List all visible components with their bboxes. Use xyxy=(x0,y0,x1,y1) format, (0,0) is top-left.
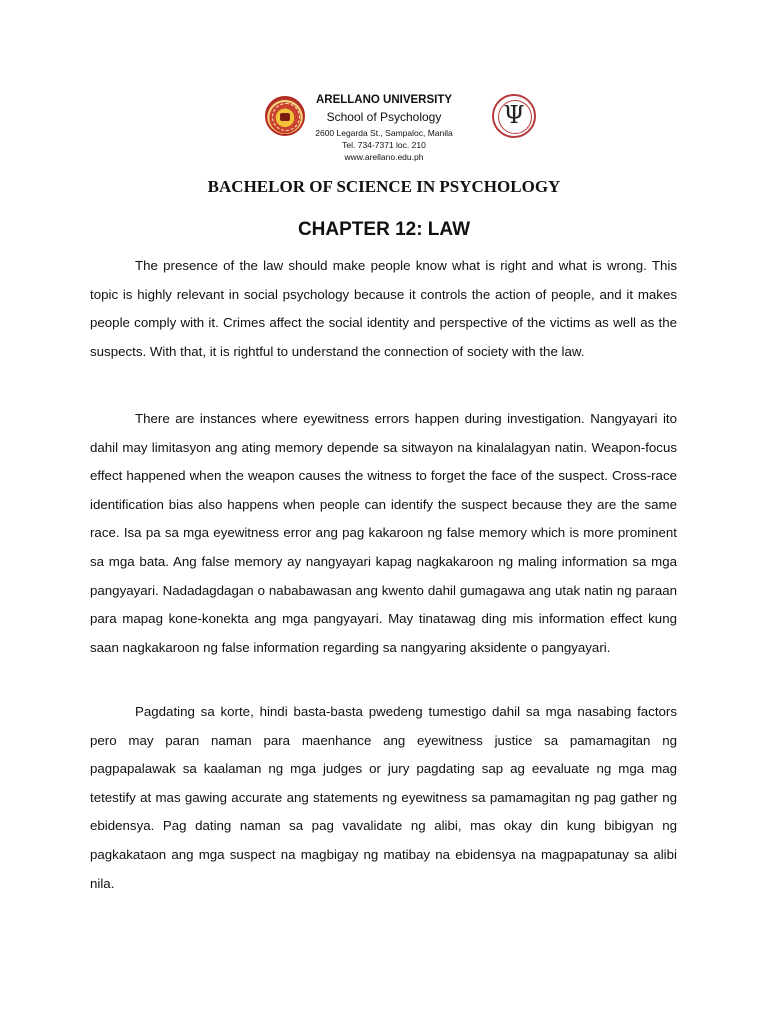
degree-title: BACHELOR OF SCIENCE IN PSYCHOLOGY xyxy=(207,177,561,196)
paragraph-2 xyxy=(90,405,677,662)
school-name: School of Psychology xyxy=(326,110,442,124)
website: www.arellano.edu.ph xyxy=(344,152,424,162)
psychology-psi-seal-icon: Ψ xyxy=(492,94,536,138)
address: 2600 Legarda St., Sampaloc, Manila xyxy=(315,128,453,138)
university-name: ARELLANO UNIVERSITY xyxy=(315,94,453,106)
paragraph-text: The presence of the law should make people know what is right and what is wrong. This topic is highly relevant in social psychology because it controls the action of people, and it makes people comply with it. Crimes affect the social identity and perspective of the victims as well as the suspects. With that, it is rightful to understand the connection of society with the law. xyxy=(90,258,677,359)
letterhead xyxy=(0,94,768,166)
chapter-title: CHAPTER 12: LAW xyxy=(297,219,471,240)
telephone: Tel. 734-7371 loc. 210 xyxy=(342,140,426,150)
paragraph-text: There are instances where eyewitness errors happen during investigation. Nangyayari ito dahil may limitasyon ang ating memory depende sa sitwayon na kinalalagyan natin. Weapon-focus effect happened when the weapon causes the witness to forget the face of the suspect. Cross-race identification bias also happens when people can identify the suspect because they are the same race. Isa pa sa mga eyewitness error ang pag kakaroon ng false memory which is more prominent sa mga bata. Ang false memory ay nangyayari kapag nagkakaroon ng maling information sa mga pangyayari. Nadadagdagan o nababawasan ang kwento dahil gumagawa ang utak natin ng paraan para mapag kone-konekta ang mga pangyayari. May tinatawag ding mis information effect kung saan nagkakaroon ng false information regarding sa nangyaring aksidente o pangyayari. xyxy=(90,411,677,655)
paragraph-text: Pagdating sa korte, hindi basta-basta pwedeng tumestigo dahil sa mga nasabing factors pero may paran naman para maenhance ang eyewitness justice sa pamamagitan ng pagpapalawak sa kaalaman ng mga judges or jury pagdating sap ag eevaluate ng mga mag tetestify at mas gawing accurate ang statements ng eyewitness sa pamamagitan ng pag gather ng ebidensya. Pag dating naman sa pag vavalidate ng alibi, mas okay din kung bibigyan ng pagkakataon ang mga suspect na magbigay ng matibay na ebidensya na magpapatunay sa alibi nila. xyxy=(90,704,677,891)
paragraph-3 xyxy=(90,698,677,898)
paragraph-1 xyxy=(90,252,677,366)
